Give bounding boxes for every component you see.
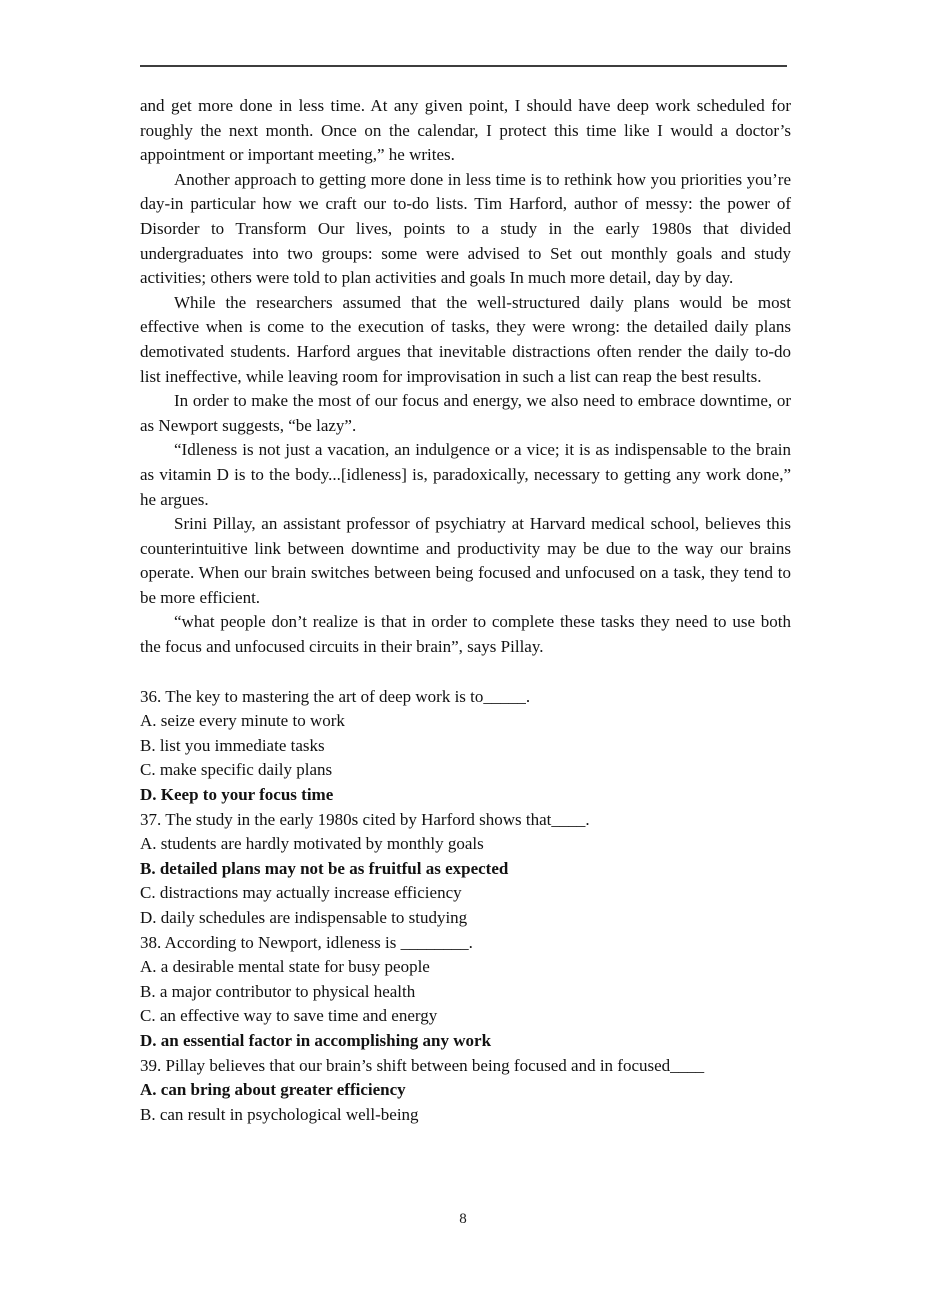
passage-paragraph: Srini Pillay, an assistant professor of psychiatry at Harvard medical school, believes this counterintuitive link between downtime and productivity may be due to the way our brains operate. When our brain switches between being focused and unfocused on a task, they tend to be more efficient. bbox=[140, 514, 791, 607]
answer-option: A. can bring about greater efficiency bbox=[140, 1080, 406, 1100]
question-stem: 38. According to Newport, idleness is ________. bbox=[140, 932, 473, 952]
answer-option: B. list you immediate tasks bbox=[140, 735, 325, 755]
question-block bbox=[140, 931, 791, 1054]
passage-paragraph: While the researchers assumed that the well-structured daily plans would be most effective when is come to the execution of tasks, they were wrong: the detailed daily plans demotivated students. Harford argues that inevitable distractions often render the daily to-do list ineffective, while leaving room for improvisation in such a list can reap the best results. bbox=[140, 292, 791, 386]
passage-paragraph: “what people don’t realize is that in order to complete these tasks they need to use both the focus and unfocused circuits in their brain”, says Pillay. bbox=[140, 612, 791, 657]
answer-option: B. detailed plans may not be as fruitful as expected bbox=[140, 858, 509, 878]
answer-option: D. Keep to your focus time bbox=[140, 785, 334, 805]
answer-option: A. students are hardly motivated by monthly goals bbox=[140, 834, 484, 854]
reading-passage bbox=[140, 94, 791, 660]
passage-paragraph: and get more done in less time. At any given point, I should have deep work scheduled for roughly the next month. Once on the calendar, I protect this time like I would a doctor’s appointment or important meeting,” he writes. bbox=[140, 96, 791, 165]
question-block bbox=[140, 1054, 791, 1128]
header-rule bbox=[140, 65, 787, 67]
question-block bbox=[140, 685, 791, 808]
answer-option: D. daily schedules are indispensable to studying bbox=[140, 908, 468, 927]
answer-option: C. distractions may actually increase efficiency bbox=[140, 883, 462, 903]
passage-paragraph: Another approach to getting more done in less time is to rethink how you priorities you’re day-in particular how we craft our to-do lists. Tim Harford, author of messy: the power of Disorder to Transform Our lives, points to a study in the early 1980s that divided undergraduates into two groups: some were advised to Set out monthly goals and study activities; others were told to plan activities and goals In much more detail, day by day. bbox=[140, 169, 791, 288]
passage-paragraph: “Idleness is not just a vacation, an indulgence or a vice; it is as indispensable to the brain as vitamin D is to the body...[idleness] is, paradoxically, necessary to getting any work done,” he argues. bbox=[140, 440, 791, 509]
answer-option: C. an effective way to save time and energy bbox=[140, 1006, 438, 1026]
page-content bbox=[140, 94, 791, 1127]
answer-option: B. can result in psychological well-being bbox=[140, 1104, 419, 1124]
page-number: 8 bbox=[459, 1211, 467, 1227]
answer-option: B. a major contributor to physical health bbox=[140, 981, 416, 1001]
question-stem: 39. Pillay believes that our brain’s shift between being focused and in focused____ bbox=[140, 1055, 705, 1075]
questions-section bbox=[140, 685, 791, 1128]
question-block bbox=[140, 808, 791, 931]
answer-option: A. a desirable mental state for busy people bbox=[140, 957, 430, 977]
answer-option: C. make specific daily plans bbox=[140, 760, 333, 780]
passage-paragraph: In order to make the most of our focus and energy, we also need to embrace downtime, or as Newport suggests, “be lazy”. bbox=[140, 391, 791, 435]
answer-option: D. an essential factor in accomplishing any work bbox=[140, 1030, 492, 1050]
question-stem: 36. The key to mastering the art of deep work is to_____. bbox=[140, 686, 531, 706]
question-stem: 37. The study in the early 1980s cited by Harford shows that____. bbox=[140, 809, 590, 829]
answer-option: A. seize every minute to work bbox=[140, 711, 345, 731]
